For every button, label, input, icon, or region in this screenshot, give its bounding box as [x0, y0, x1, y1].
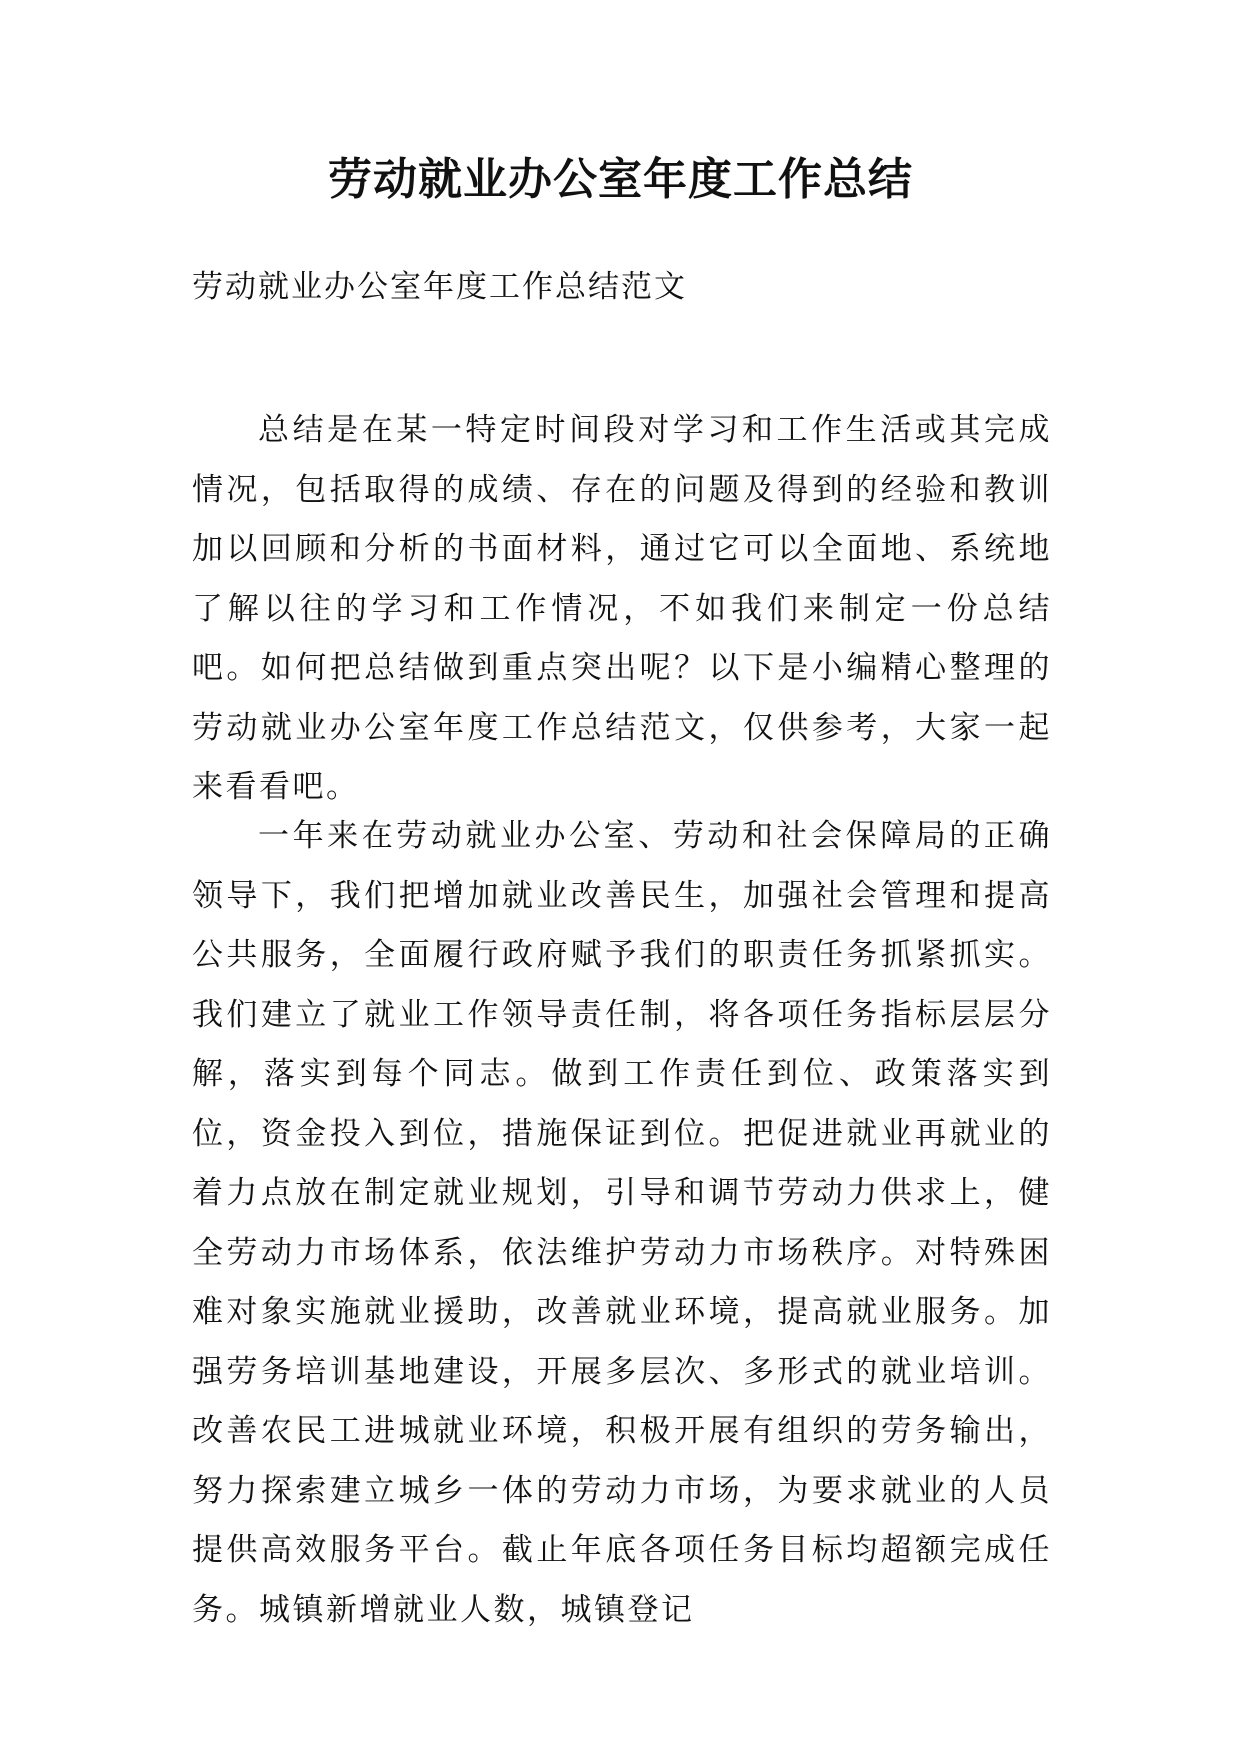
paragraph-intro: 总结是在某一特定时间段对学习和工作生活或其完成情况，包括取得的成绩、存在的问题及得到的经验和教训加以回顾和分析的书面材料，通过它可以全面地、系统地了解以往的学习和工作情况，不如我们来制定一份总结吧。如何把总结做到重点突出呢？以下是小编精心整理的劳动就业办公室年度工作总结范文，仅供参考，大家一起来看看吧。 — [192, 412, 1052, 805]
document-title: 劳动就业办公室年度工作总结 — [328, 154, 913, 205]
document-subtitle: 劳动就业办公室年度工作总结范文 — [192, 269, 687, 305]
paragraph-body: 一年来在劳动就业办公室、劳动和社会保障局的正确领导下，我们把增加就业改善民生，加强社会管理和提高公共服务，全面履行政府赋予我们的职责任务抓紧抓实。我们建立了就业工作领导责任制，将各项任务指标层层分解，落实到每个同志。做到工作责任到位、政策落实到位，资金投入到位，措施保证到位。把促进就业再就业的着力点放在制定就业规划，引导和调节劳动力供求上，健全劳动力市场体系，依法维护劳动力市场秩序。对特殊困难对象实施就业援助，改善就业环境，提高就业服务。加强劳务培训基地建设，开展多层次、多形式的就业培训。改善农民工进城就业环境，积极开展有组织的劳务输出，努力探索建立城乡一体的劳动力市场，为要求就业的人员提供高效服务平台。截止年底各项任务目标均超额完成任务。城镇新增就业人数，城镇登记 — [192, 818, 1052, 1628]
